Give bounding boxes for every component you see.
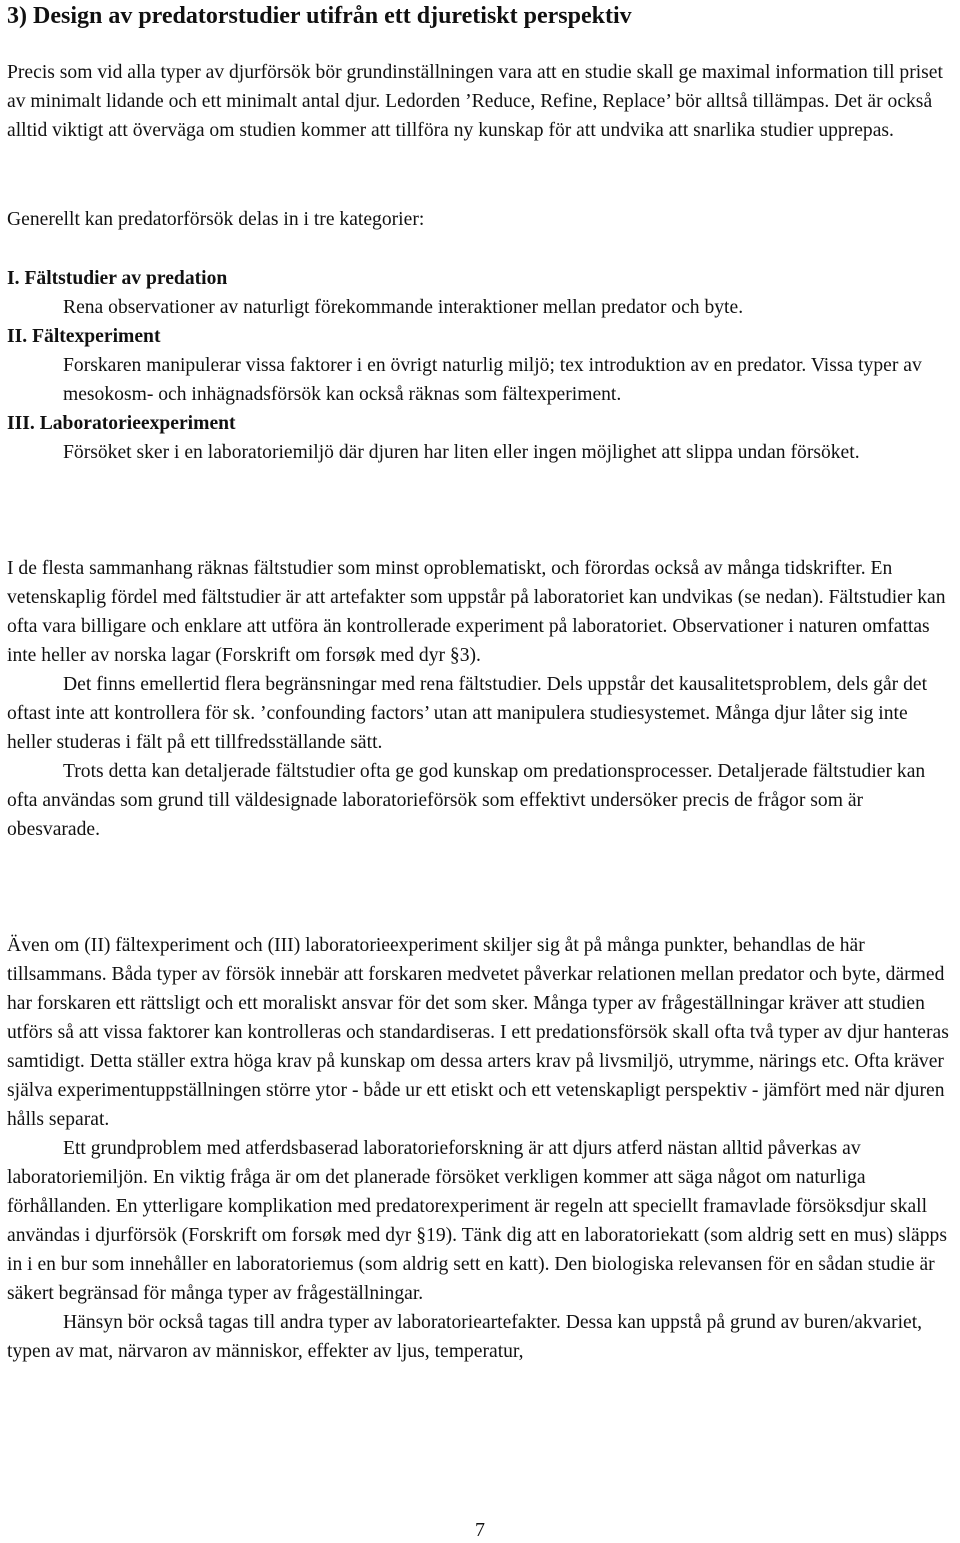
intro-paragraph-block	[7, 58, 957, 145]
category-description: Försöket sker i en laboratoriemiljö där djuren har liten eller ingen möjlighet att slippa undan försöket.	[63, 442, 860, 463]
category-item	[7, 409, 957, 467]
category-description: Rena observationer av naturligt förekommande interaktioner mellan predator och byte.	[63, 297, 744, 318]
body-paragraph: Ett grundproblem med atferdsbaserad laboratorieforskning är att djurs atferd nästan alltid påverkas av laboratoriemiljön. En viktig fråga är om det planerade försöket verkligen kommer att säga något om naturliga förhållanden. En ytterligare komplikation med predatorexperiment är regeln att speciellt framavlade försöksdjur skall användas i djurförsök (Forskrift om forsøk med dyr §19). Tänk dig att en laboratoriekatt (som aldrig sett en mus) släpps in i en bur som innehåller en laboratoriemus (som aldrig sett en katt). Den biologiska relevansen för en sådan studie är säkert begränsad för många typer av frågeställningar.	[7, 1138, 947, 1304]
category-numeral: I.	[7, 268, 20, 289]
body-paragraph: Även om (II) fältexperiment och (III) laboratorieexperiment skiljer sig åt på många punkter, behandlas de här tillsammans. Båda typer av försök innebär att forskaren medvetet påverkar relationen mellan predator och byte, därmed har forskaren ett rättsligt och ett moraliskt ansvar för det som sker. Många typer av frågeställningar kräver att studien utförs så att vissa faktorer kan kontrolleras och standardiseras. I ett predationsförsök skall ofta två typer av djur hanteras samtidigt. Detta ställer extra höga krav på kunskap om dessa arters krav på livsmiljö, utrymme, närings etc. Ofta kräver själva experimentuppställningen större ytor - både ur ett etiskt och ett vetenskapligt perspektiv - jämfört med när djuren hålls separat.	[7, 935, 949, 1130]
category-description: Forskaren manipulerar vissa faktorer i en övrigt naturlig miljö; tex introduktion av en predator. Vissa typer av mesokosm- och inhägnadsförsök kan också räknas som fältexperiment.	[63, 355, 922, 405]
body-paragraph: I de flesta sammanhang räknas fältstudier som minst oproblematiskt, och förordas också av många tidskrifter. En vetenskaplig fördel med fältstudier är att artefakter som uppstår på laboratoriet kan undvikas (se nedan). Fältstudier kan ofta vara billigare och enklare att utföra än kontrollerade experiment på laboratoriet. Observationer i naturen omfattas inte heller av norska lagar (Forskrift om forsøk med dyr §3).	[7, 558, 946, 666]
body-paragraph: Trots detta kan detaljerade fältstudier ofta ge god kunskap om predationsprocesser. Detaljerade fältstudier kan ofta användas som grund till väldesignade laboratorieförsök som effektivt undersöker precis de frågor som är obesvarade.	[7, 761, 926, 840]
experiments-section	[7, 931, 957, 1366]
page-number: 7	[475, 1519, 485, 1541]
field-studies-section	[7, 554, 957, 844]
body-paragraph: Hänsyn bör också tagas till andra typer av laboratorieartefakter. Dessa kan uppstå på grund av buren/akvariet, typen av mat, närvaron av människor, effekter av ljus, temperatur,	[7, 1312, 923, 1362]
category-numeral: III.	[7, 413, 35, 434]
category-item	[7, 322, 957, 409]
category-heading	[7, 322, 957, 351]
category-heading	[7, 264, 957, 293]
category-title: Fältstudier av predation	[24, 268, 228, 289]
section-heading: 3) Design av predatorstudier utifrån ett djuretiskt perspektiv	[7, 3, 632, 29]
category-item	[7, 264, 957, 322]
category-title: Laboratorieexperiment	[39, 413, 236, 434]
category-heading	[7, 409, 957, 438]
categories-intro: Generellt kan predatorförsök delas in i tre kategorier:	[7, 209, 425, 230]
category-numeral: II.	[7, 326, 28, 347]
body-paragraph: Det finns emellertid flera begränsningar med rena fältstudier. Dels uppstår det kausalitetsproblem, dels går det oftast inte att kontrollera för sk. ’confounding factors’ utan att manipulera studiesystemet. Många djur låter sig inte heller studeras i fält på ett tillfredsställande sätt.	[7, 674, 928, 753]
category-list	[7, 264, 957, 467]
category-title: Fältexperiment	[32, 326, 161, 347]
intro-paragraph: Precis som vid alla typer av djurförsök bör grundinställningen vara att en studie skall ge maximal information till priset av minimalt lidande och ett minimalt antal djur. Ledorden ’Reduce, Refine, Replace’ bör alltså tillämpas. Det är också alltid viktigt att överväga om studien kommer att tillföra ny kunskap för att undvika att snarlika studier upprepas.	[7, 62, 943, 141]
categories-intro-block	[7, 205, 957, 234]
